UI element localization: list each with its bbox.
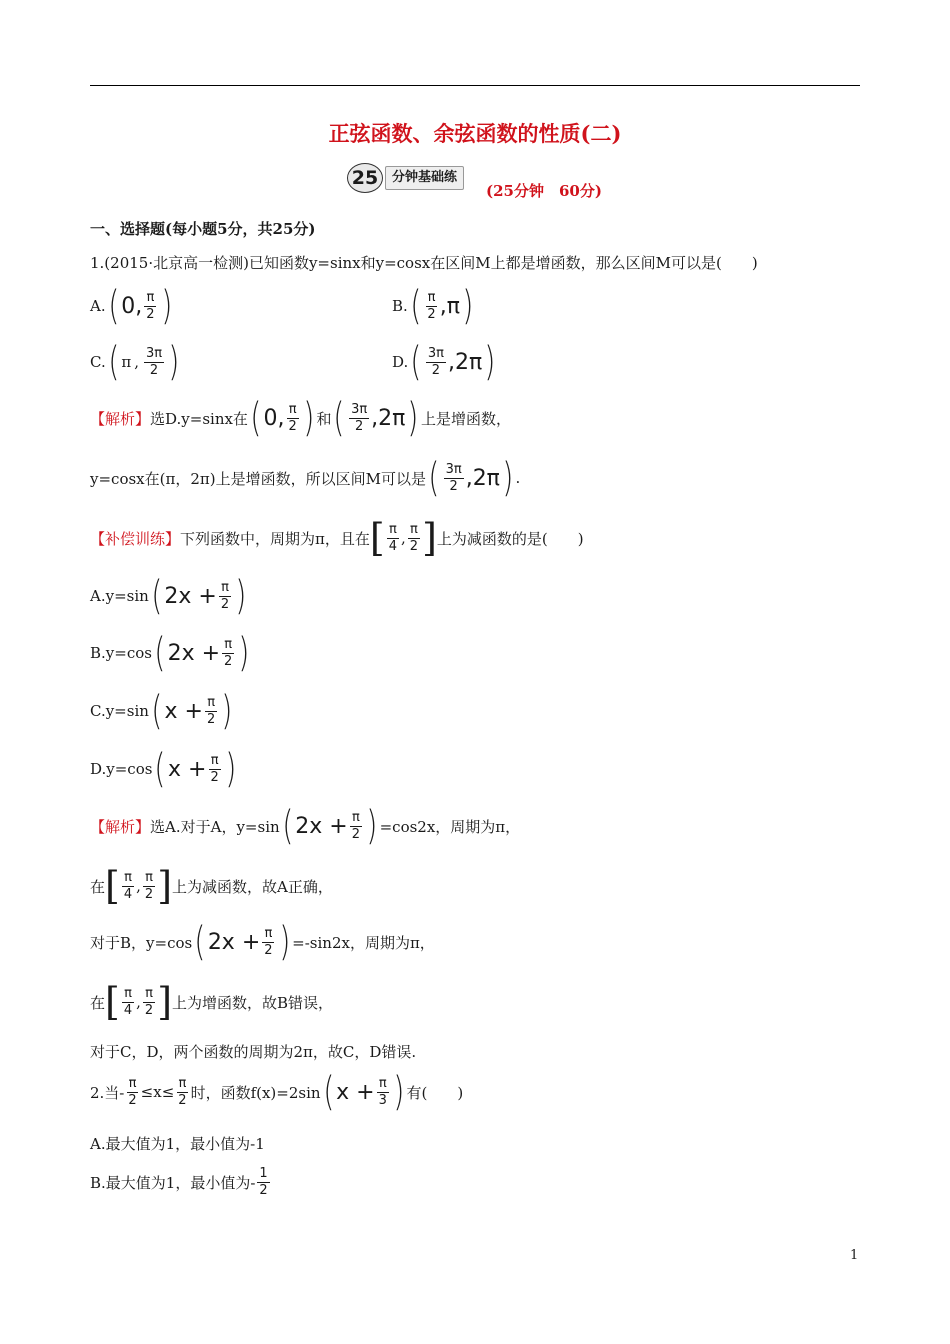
badge-label: 分钟基础练 <box>385 166 464 190</box>
section-heading: 一、选择题(每小题5分，共25分) <box>90 220 316 238</box>
extra-tag: 【补偿训练】 <box>90 529 181 548</box>
extra-option-a: A.y=sin ( 2x + $\frac{\pi}{2}$ ) <box>90 573 247 619</box>
extra-option-d: D.y=cos ( x + $\frac{\pi}{2}$ ) <box>90 746 237 792</box>
q1-solution-line1: 【解析】 选D.y=sinx在 ( 0 , $\frac{\pi}{2}$ ) 和 ( $\frac{3\pi}{2}$ , 2π ) 上是增函数， <box>90 395 512 441</box>
solution-tag: 【解析】 <box>90 409 151 428</box>
fraction: $\frac{\pi}{4}$ <box>388 521 397 554</box>
fraction: $\frac{\pi}{2}$ <box>288 401 297 434</box>
fraction: $\frac{\pi}{3}$ <box>378 1075 387 1108</box>
q1-solution-line2: y=cosx在(π，2π)上是增函数，所以区间M可以是 ( $\frac{3\pi}{2}$ , 2π ) . <box>90 455 521 501</box>
fraction: $\frac{3\pi}{2}$ <box>427 345 444 378</box>
q2-option-b: B.最大值为1，最小值为- $\frac{1}{2}$ <box>90 1166 268 1198</box>
fraction: $\frac{\pi}{4}$ <box>123 985 133 1018</box>
fraction: $\frac{1}{2}$ <box>259 1166 268 1198</box>
q1-option-b: B. ( $\frac{\pi}{2}$ , π ) <box>392 283 474 329</box>
q1-option-a: A. ( 0 , $\frac{\pi}{2}$ ) <box>90 283 172 329</box>
option-label: C. <box>90 353 106 371</box>
fraction: $\frac{3\pi}{2}$ <box>351 401 368 434</box>
badge-number: 25 <box>347 163 383 193</box>
page-title: 正弦函数、余弦函数的性质(二) <box>328 121 622 146</box>
fraction: $\frac{\pi}{2}$ <box>210 752 219 785</box>
extra-solution-line5: 对于C，D，两个函数的周期为2π，故C，D错误. <box>90 1043 417 1061</box>
fraction: $\frac{\pi}{2}$ <box>224 636 233 669</box>
header-rule <box>90 85 860 86</box>
q2-stem: 2.当- $\frac{\pi}{2}$ ≤x≤ $\frac{\pi}{2}$ 时，函数f(x)=2sin ( x + $\frac{\pi}{3}$ ) 有( ) <box>90 1069 464 1115</box>
extra-solution-line3: 对于B，y=cos ( 2x + $\frac{\pi}{2}$ ) =-sin2x，周期为π， <box>90 919 435 965</box>
fraction: $\frac{\pi}{2}$ <box>427 289 436 322</box>
option-label: A. <box>90 297 106 315</box>
fraction: $\frac{\pi}{2}$ <box>128 1075 137 1108</box>
fraction: $\frac{\pi}{2}$ <box>206 694 216 727</box>
fraction: $\frac{\pi}{4}$ <box>123 869 133 902</box>
option-label: D. <box>392 353 409 371</box>
solution-tag: 【解析】 <box>90 817 151 836</box>
fraction: $\frac{\pi}{2}$ <box>351 809 360 842</box>
fraction: $\frac{3\pi}{2}$ <box>445 461 462 494</box>
fraction: $\frac{\pi}{2}$ <box>146 289 155 322</box>
extra-stem: 【补偿训练】 下列函数中，周期为π，且在 [ $\frac{\pi}{4}$ , $\frac{\pi}{2}$ ] 上为减函数的是( ) <box>90 516 584 560</box>
fraction: $\frac{\pi}{2}$ <box>409 521 419 554</box>
extra-solution-line2: 在 [ $\frac{\pi}{4}$ , $\frac{\pi}{2}$ ] 上为减函数，故A正确， <box>90 864 333 908</box>
extra-option-b: B.y=cos ( 2x + $\frac{\pi}{2}$ ) <box>90 630 250 676</box>
badge-time: (25分钟 60分) <box>486 182 602 200</box>
fraction: $\frac{\pi}{2}$ <box>144 869 154 902</box>
fraction: $\frac{\pi}{2}$ <box>178 1075 187 1108</box>
fraction: $\frac{\pi}{2}$ <box>220 579 230 612</box>
page-number: 1 <box>850 1248 859 1263</box>
fraction: $\frac{3\pi}{2}$ <box>145 345 163 378</box>
q2-option-a: A.最大值为1，最小值为-1 <box>90 1135 265 1153</box>
q1-option-d: D. ( $\frac{3\pi}{2}$ , 2π ) <box>392 339 496 385</box>
timer-badge <box>347 163 464 193</box>
q1-option-c: C. ( π , $\frac{3\pi}{2}$ ) <box>90 339 180 385</box>
fraction: $\frac{\pi}{2}$ <box>264 925 273 958</box>
q1-stem: 1.(2015·北京高一检测)已知函数y=sinx和y=cosx在区间M上都是增函数，那么区间M可以是( ) <box>90 254 758 272</box>
extra-option-c: C.y=sin ( x + $\frac{\pi}{2}$ ) <box>90 688 233 734</box>
extra-solution-line4: 在 [ $\frac{\pi}{4}$ , $\frac{\pi}{2}$ ] 上为增函数，故B错误， <box>90 980 334 1024</box>
fraction: $\frac{\pi}{2}$ <box>144 985 154 1018</box>
option-label: B. <box>392 297 408 315</box>
extra-solution-line1: 【解析】 选A.对于A，y=sin ( 2x + $\frac{\pi}{2}$ ) =cos2x，周期为π， <box>90 803 521 849</box>
